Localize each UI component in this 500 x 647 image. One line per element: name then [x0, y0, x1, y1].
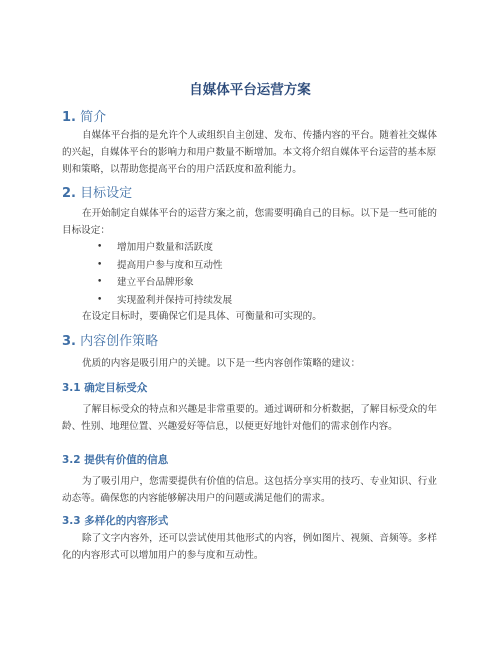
list-item: • 增加用户数量和活跃度 [97, 239, 437, 257]
audience-paragraph: 了解目标受众的特点和兴趣是非常重要的。通过调研和分析数据，了解目标受众的年龄、性别、地理位置、兴趣爱好等信息，以便更好地针对他们的需求创作内容。 [62, 404, 437, 432]
diverse-formats-paragraph: 除了文字内容外，还可以尝试使用其他形式的内容，例如图片、视频、音频等。多样化的内容形式可以增加用户的参与度和互动性。 [62, 533, 437, 561]
section-number: 3. [62, 334, 76, 349]
bullet-icon: • [97, 242, 103, 252]
subsection-heading-audience: 3.1 确定目标受众 [62, 382, 148, 394]
goals-intro-paragraph: 在开始制定自媒体平台的运营方案之前，您需要明确自己的目标。以下是一些可能的目标设定： [62, 208, 437, 236]
bullet-icon: • [97, 294, 103, 305]
goals-bullet-list [97, 239, 437, 309]
list-item: • 提高用户参与度和互动性 [97, 257, 437, 275]
list-item: • 建立平台品牌形象 [97, 274, 437, 292]
goals-closing-paragraph: 在设定目标时，要确保它们是具体、可衡量和可实现的。 [82, 311, 322, 322]
section-title: 简介 [80, 110, 107, 125]
section-number: 2. [62, 186, 76, 201]
content-strategy-intro: 优质的内容是吸引用户的关键。以下是一些内容创作策略的建议： [82, 358, 361, 369]
section-heading-goals [62, 182, 132, 201]
section-number: 1. [62, 110, 76, 125]
list-item: • 实现盈利并保持可持续发展 [97, 292, 437, 310]
bullet-icon: • [97, 277, 103, 287]
section-heading-intro [62, 106, 106, 125]
section-title: 内容创作策略 [80, 334, 159, 349]
subsection-heading-diverse-formats: 3.3 多样化的内容形式 [62, 515, 169, 527]
intro-paragraph: 自媒体平台指的是允许个人或组织自主创建、发布、传播内容的平台。随着社交媒体的兴起，自媒体平台的影响力和用户数量不断增加。本文将介绍自媒体平台运营的基本原则和策略，以帮助您提高平台的用户活跃度和盈利能力。 [62, 130, 437, 175]
subsection-heading-valuable-info: 3.2 提供有价值的信息 [62, 454, 169, 466]
section-title: 目标设定 [80, 186, 133, 201]
valuable-info-paragraph: 为了吸引用户，您需要提供有价值的信息。这包括分享实用的技巧、专业知识、行业动态等。确保您的内容能够解决用户的问题或满足他们的需求。 [62, 476, 437, 504]
section-heading-content-strategy [62, 330, 158, 349]
bullet-icon: • [97, 259, 103, 270]
document-title: 自媒体平台运营方案 [189, 82, 311, 98]
